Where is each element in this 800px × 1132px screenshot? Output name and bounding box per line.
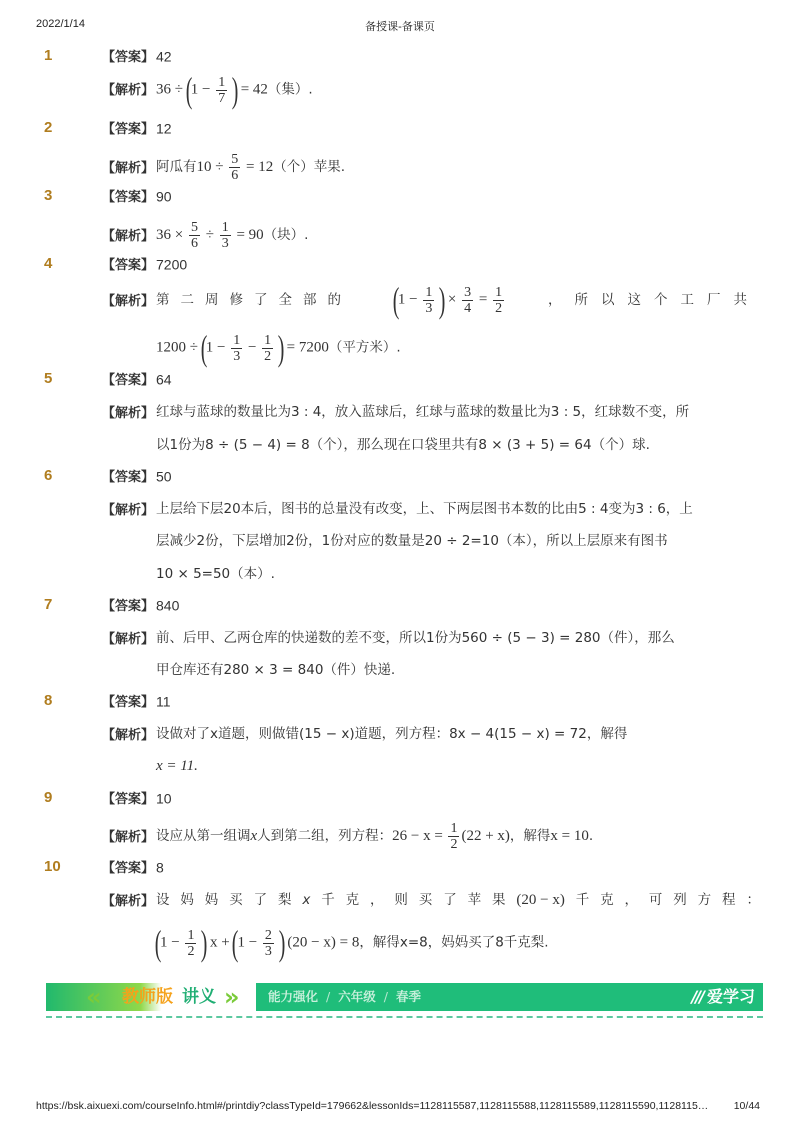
analysis-label: 【解析】 xyxy=(102,630,155,646)
analysis-formula: 36 × $\frac{5}{6}$ ÷ $\frac{1}{3}$ = 90（块）. xyxy=(156,220,309,251)
analysis-formula: 36 ÷ (1 − $\frac{1}{7}$ ) = 42（集）. xyxy=(156,70,313,110)
analysis-row xyxy=(102,402,760,423)
answer-label: 【答案】 xyxy=(102,790,155,806)
answer-row xyxy=(102,369,760,390)
chevron-right-icon: » xyxy=(224,983,234,1011)
analysis-label: 【解析】 xyxy=(102,292,155,308)
analysis-row xyxy=(102,72,760,108)
question-number: 7 xyxy=(44,596,53,613)
analysis-row xyxy=(102,220,760,251)
analysis-line-2: (1 − $\frac{1}{2}$ ) x + (1 − $\frac{2}{3}$ ) (20 − x) = 8，解得x=8，妈妈买了8千克梨. xyxy=(154,923,549,963)
answer-value: 10 xyxy=(156,790,172,807)
analysis-label: 【解析】 xyxy=(102,227,155,243)
question-number: 1 xyxy=(44,47,53,64)
analysis-line-1: 设 妈 妈 买 了 梨 x 千 克 ， 则 买 了 苹 果 (20 − x) 千 克 ， 可 列 方 程 ： xyxy=(156,892,760,908)
page-url: https://bsk.aixuexi.com/courseInfo.html#/printdiy?classTypeId=179662&lessonIds=1128115587,1128115588,1128115589,1128115590,1128115… xyxy=(36,1100,709,1112)
answer-label: 【答案】 xyxy=(102,859,155,875)
analysis-label: 【解析】 xyxy=(102,892,155,908)
page-number: 10/44 xyxy=(733,1100,760,1112)
answer-row xyxy=(102,691,760,712)
answer-row xyxy=(102,466,760,487)
analysis-row xyxy=(102,628,760,649)
question-number: 2 xyxy=(44,119,53,136)
question-number: 3 xyxy=(44,187,53,204)
question-number: 10 xyxy=(44,858,61,875)
answer-value: 12 xyxy=(156,120,172,137)
answer-label: 【答案】 xyxy=(102,468,155,484)
answer-row xyxy=(102,595,760,616)
answer-value: 840 xyxy=(156,597,180,614)
analysis-row xyxy=(102,821,760,852)
answer-label: 【答案】 xyxy=(102,256,155,272)
answer-row xyxy=(102,788,760,809)
analysis-label: 【解析】 xyxy=(102,404,155,420)
analysis-line-3: 10 × 5=50（本）. xyxy=(156,566,275,582)
analysis-formula: 设应从第一组调x人到第二组，列方程：26 − x = $\frac{1}{2}$ (22 + x)，解得x = 10. xyxy=(156,821,594,852)
answer-value: 11 xyxy=(156,693,171,710)
analysis-label: 【解析】 xyxy=(102,82,155,97)
analysis-formula: 阿瓜有10 ÷ $\frac{5}{6}$ = 12（个）苹果. xyxy=(156,152,345,183)
question-number: 6 xyxy=(44,467,53,484)
print-footer xyxy=(36,1100,764,1114)
question-number: 4 xyxy=(44,255,53,272)
answer-label: 【答案】 xyxy=(102,120,155,136)
print-header xyxy=(36,18,764,34)
answer-label: 【答案】 xyxy=(102,48,155,64)
brand-logo: /// 爱学习 xyxy=(691,987,755,1006)
answer-label: 【答案】 xyxy=(102,597,155,613)
analysis-label: 【解析】 xyxy=(102,726,155,742)
answer-value: 7200 xyxy=(156,256,188,273)
logo-mark-icon: /// xyxy=(691,987,703,1006)
analysis-row xyxy=(102,724,760,745)
analysis-line-1: 红球与蓝球的数量比为3 : 4，放入蓝球后，红球与蓝球的数量比为3 : 5，红球数不变，所 xyxy=(156,404,690,420)
analysis-line-2: 甲仓库还有280 × 3 = 840（件）快递. xyxy=(156,662,396,678)
answer-label: 【答案】 xyxy=(102,371,155,387)
banner-title-teacher: 教师版 xyxy=(122,987,173,1007)
answer-label: 【答案】 xyxy=(102,188,155,204)
answer-row xyxy=(102,118,760,139)
answer-value: 64 xyxy=(156,371,172,388)
analysis-line-1: 前、后甲、乙两仓库的快递数的差不变，所以1份为560 ÷ (5 − 3) = 280（件），那么 xyxy=(156,630,675,646)
analysis-line-2: 层减少2份，下层增加2份，1份对应的数量是20 ÷ 2=10（本），所以上层原来有图书 xyxy=(156,533,668,549)
dashed-divider xyxy=(46,1016,763,1018)
question-number: 5 xyxy=(44,370,53,387)
analysis-line-1: 上层给下层20本后，图书的总量没有改变，上、下两层图书本数的比由5 : 4变为3 : 6，上 xyxy=(156,501,693,517)
analysis-line-1: 设做对了x道题，则做错(15 − x)道题，列方程：8x − 4(15 − x) = 72，解得 xyxy=(156,726,628,742)
answer-value: 42 xyxy=(156,48,172,65)
question-number: 8 xyxy=(44,692,53,709)
banner-meta: 能力强化 / 六年级 / 春季 xyxy=(268,989,421,1004)
print-date: 2022/1/14 xyxy=(36,18,85,30)
analysis-row xyxy=(102,499,760,520)
banner-title-lecture: 讲义 xyxy=(182,987,216,1007)
analysis-label: 【解析】 xyxy=(102,828,155,844)
analysis-line-1: 第二周修了全部的 (1 − $\frac{1}{3}$ ) × $\frac{3}{4}$ = $\frac{1}{2}$ ，所以这个工厂共 xyxy=(156,280,760,320)
analysis-line-2: 以1份为8 ÷ (5 − 4) = 8（个），那么现在口袋里共有8 × (3 + 5) = 64（个）球. xyxy=(156,437,650,453)
analysis-row xyxy=(102,152,760,183)
analysis-label: 【解析】 xyxy=(102,501,155,517)
answer-label: 【答案】 xyxy=(102,693,155,709)
analysis-line-2: x = 11. xyxy=(156,758,198,774)
chevron-left-icon: « xyxy=(86,983,96,1011)
print-title: 备授课-备课页 xyxy=(365,21,435,33)
question-number: 9 xyxy=(44,789,53,806)
answer-row xyxy=(102,46,760,67)
analysis-line-2: 1200 ÷ (1 − $\frac{1}{3}$ − $\frac{1}{2}$ ) = 7200（平方米）. xyxy=(156,328,401,368)
answer-value: 8 xyxy=(156,859,164,876)
analysis-label: 【解析】 xyxy=(102,159,155,175)
answer-row xyxy=(102,186,760,207)
answer-value: 90 xyxy=(156,188,172,205)
answer-value: 50 xyxy=(156,468,172,485)
answer-row xyxy=(102,254,760,275)
lecture-banner xyxy=(46,983,763,1011)
answer-row xyxy=(102,857,760,878)
